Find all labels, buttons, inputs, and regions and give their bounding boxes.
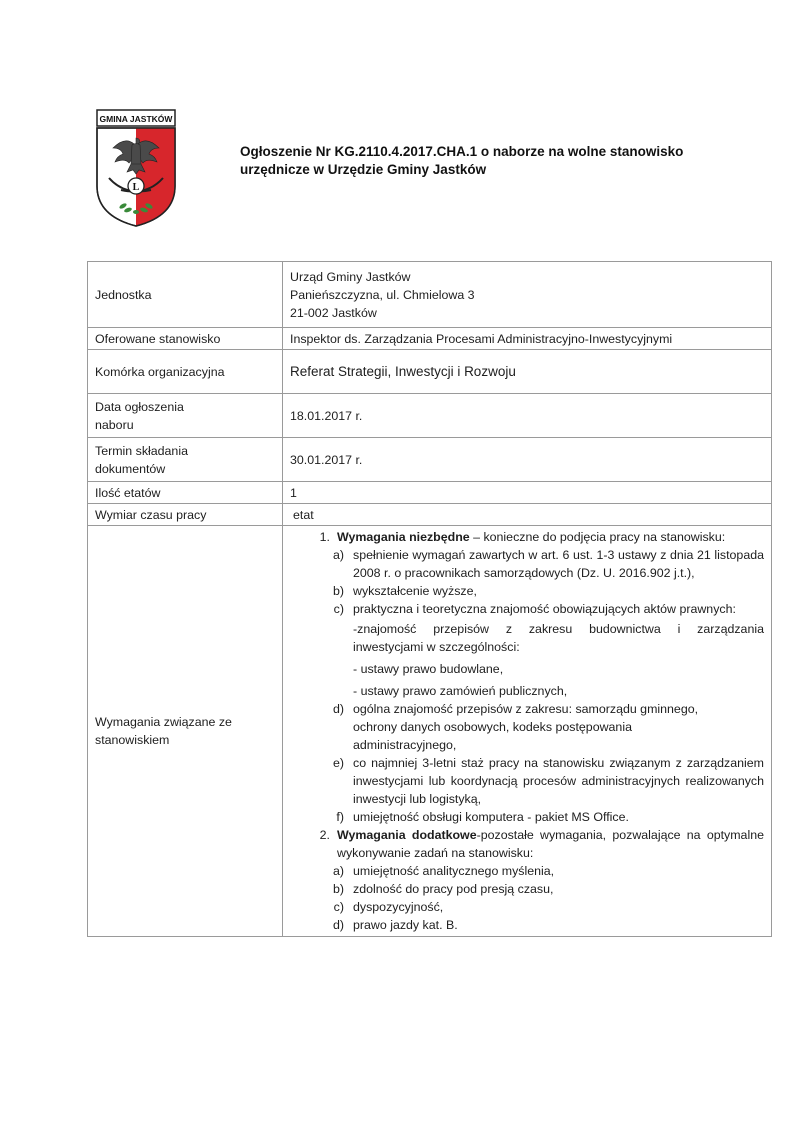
deadline-value: 30.01.2017 r. <box>283 438 772 482</box>
row-working-time <box>88 504 772 526</box>
item-text: wykształcenie wyższe, <box>353 584 477 598</box>
requirements-section-1 <box>290 528 764 546</box>
unit-name: Urząd Gminy Jastków <box>290 269 411 284</box>
requirements-label <box>88 526 283 937</box>
positions-count-label: Ilość etatów <box>88 482 283 504</box>
gmina-jastkow-crest <box>95 108 177 228</box>
unit-value <box>283 262 772 328</box>
position-value: Inspektor ds. Zarządzania Procesami Administracyjno-Inwestycyjnymi <box>283 328 772 350</box>
item-letter: c) <box>333 602 344 616</box>
item-d-line1: ogólna znajomość przepisów z zakresu: samorządu gminnego, <box>353 702 699 716</box>
list-item <box>290 808 764 826</box>
item-letter: a) <box>332 864 344 878</box>
section-2-title: Wymagania dodatkowe <box>337 828 477 842</box>
item-text: spełnienie wymagań zawartych w art. 6 ust. 1-3 ustawy z dnia 21 listopada 2008 r. o pracownikach samorządowych (Dz. U. 2016.902 j.t.), <box>353 548 764 580</box>
crest-name-text: GMINA JASTKÓW <box>99 114 173 124</box>
row-unit <box>88 262 772 328</box>
item-letter: d) <box>332 702 344 716</box>
requirements-value <box>283 526 772 937</box>
row-position <box>88 328 772 350</box>
item-text: co najmniej 3-letni staż pracy na stanowisku związanym z zarządzaniem inwestycjami lub koordynacją procesów administracyjnych realizowanych inwestycji lub logistyką, <box>353 756 764 806</box>
item-text: umiejętność analitycznego myślenia, <box>353 864 555 878</box>
item-text: dyspozycyjność, <box>353 900 444 914</box>
list-item <box>290 898 764 916</box>
row-requirements <box>88 526 772 937</box>
job-details-table <box>87 261 772 937</box>
announce-date-label-line2: naboru <box>95 417 134 432</box>
list-item <box>290 582 764 600</box>
list-item <box>290 600 764 618</box>
item-text <box>353 700 764 754</box>
requirements-section-2 <box>290 826 764 862</box>
item-text: zdolność do pracy pod presją czasu, <box>353 882 554 896</box>
item-letter: f) <box>336 810 344 824</box>
c-sub-line-2: inwestycjami w szczególności: <box>353 640 520 654</box>
item-d-line2: ochrony danych osobowych, kodeks postępowania <box>353 720 632 734</box>
list-item <box>290 916 764 934</box>
section-1-number: 1. <box>319 530 330 544</box>
row-announce-date <box>88 394 772 438</box>
list-item <box>290 754 764 808</box>
item-letter: b) <box>332 584 344 598</box>
item-letter: b) <box>332 882 344 896</box>
announcement-title-line2: urzędnicze w Urzędzie Gminy Jastków <box>240 162 487 177</box>
item-letter: e) <box>332 756 344 770</box>
section-1-intro: – konieczne do podjęcia pracy na stanowisku: <box>469 530 726 544</box>
requirements-label-line2: stanowiskiem <box>95 733 170 747</box>
department-value: Referat Strategii, Inwestycji i Rozwoju <box>283 350 772 394</box>
announcement-title <box>240 143 720 179</box>
medallion-letter: L <box>132 182 140 193</box>
section-2-intro: -pozostałe wymagania, pozwalające na optymalne wykonywanie zadań na stanowisku: <box>337 828 764 860</box>
item-letter: a) <box>332 548 344 562</box>
unit-street: Panieńszczyzna, ul. Chmielowa 3 <box>290 287 475 302</box>
section-2-number: 2. <box>319 828 330 842</box>
item-d-line3: administracyjnego, <box>353 738 457 752</box>
requirements-label-line1: Wymagania związane ze <box>95 715 232 729</box>
row-department <box>88 350 772 394</box>
row-positions-count <box>88 482 772 504</box>
item-text: umiejętność obsługi komputera - pakiet MS Office. <box>353 810 629 824</box>
item-text: praktyczna i teoretyczna znajomość obowiązujących aktów prawnych: <box>353 602 736 616</box>
deadline-label-line1: Termin składania <box>95 443 188 458</box>
list-item <box>290 880 764 898</box>
list-item <box>290 700 764 754</box>
item-letter: c) <box>333 900 344 914</box>
position-label: Oferowane stanowisko <box>88 328 283 350</box>
working-time-label: Wymiar czasu pracy <box>88 504 283 526</box>
c-sub-line-1: -znajomość przepisów z zakresu budownictwa i zarządzania <box>353 622 764 636</box>
unit-postcode: 21-002 Jastków <box>290 305 377 320</box>
list-item <box>290 546 764 582</box>
item-text: prawo jazdy kat. B. <box>353 918 458 932</box>
announcement-title-line1: Ogłoszenie Nr KG.2110.4.2017.CHA.1 o naborze na wolne stanowisko <box>240 144 684 159</box>
deadline-label-line2: dokumentów <box>95 461 166 476</box>
c-sub-procurement-law: - ustawy prawo zamówień publicznych, <box>353 684 568 698</box>
announce-date-label-line1: Data ogłoszenia <box>95 399 184 414</box>
department-label: Komórka organizacyjna <box>88 350 283 394</box>
working-time-value: etat <box>283 504 772 526</box>
list-item <box>290 862 764 880</box>
row-deadline <box>88 438 772 482</box>
announce-date-label <box>88 394 283 438</box>
positions-count-value: 1 <box>283 482 772 504</box>
c-sub-building-law: - ustawy prawo budowlane, <box>353 662 504 676</box>
deadline-label <box>88 438 283 482</box>
item-letter: d) <box>332 918 344 932</box>
section-1-title: Wymagania niezbędne <box>337 530 470 544</box>
announce-date-value: 18.01.2017 r. <box>283 394 772 438</box>
unit-label: Jednostka <box>88 262 283 328</box>
